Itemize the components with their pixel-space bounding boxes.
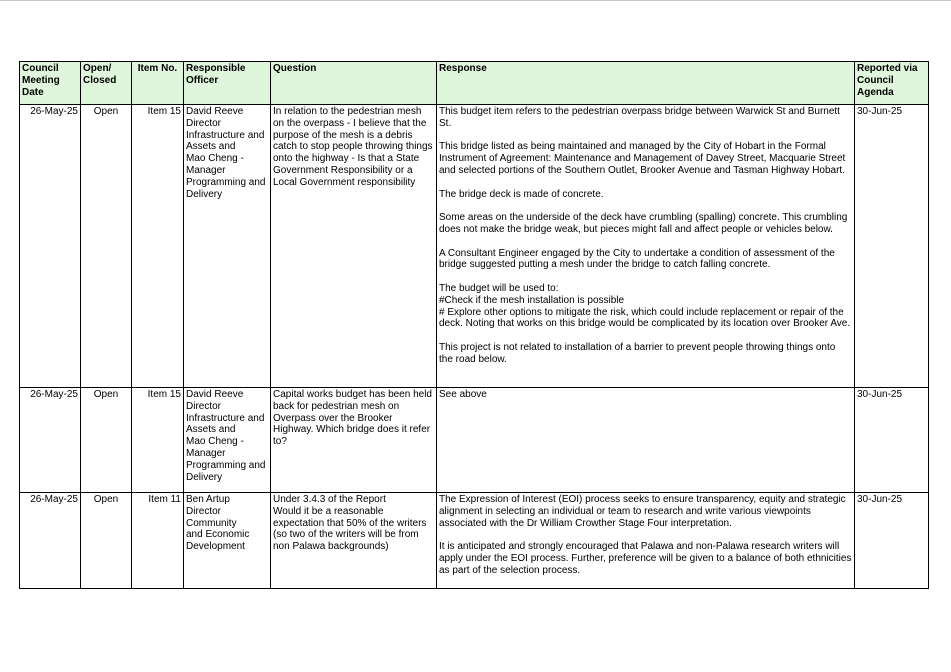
response-paragraph: The Expression of Interest (EOI) process seeks to ensure transparency, equity and strategic alignment in selecting an individual or team to research and write various viewpoints associated with the Dr William Crowther Stage Four interpretation. [439,494,846,529]
table-header-row [20,62,929,105]
response-paragraph: Some areas on the underside of the deck have crumbling (spalling) concrete. This crumbling does not make the bridge weak, but pieces might fall and affect people or vehicles below. [439,212,848,235]
reported-date-cell: 30-Jun-25 [855,105,929,388]
response-cell [437,388,855,493]
header-council-meeting-date: Council Meeting Date [20,62,81,105]
header-open-closed: Open/ Closed [81,62,132,105]
question-cell: In relation to the pedestrian mesh on the overpass - I believe that the purpose of the mesh is a debris catch to stop people throwing things onto the highway - Is that a State Government Responsibility or a Local Government responsibility [271,105,437,388]
response-paragraph: The budget will be used to: #Check if the mesh installation is possible # Explore other options to mitigate the risk, which could include replacement or repair of the deck. Noting that works on this bridge would be complicated by its location over Brooker Ave. [439,282,851,330]
response-paragraph: This budget item refers to the pedestrian overpass bridge between Warwick St and Burnett St. [439,106,840,129]
table-row [20,388,929,493]
response-paragraph: It is anticipated and strongly encouraged that Palawa and non-Palawa research writers will apply under the EOI process. Further, preference will be given to a balance of both ethnicities as part of the selection process. [439,541,852,576]
response-paragraph: This bridge listed as being maintained and managed by the City of Hobart in the Formal Instrument of Agreement: Maintenance and Management of Davey Street, Macquarie Street and selected portions of the Southern Outlet, Brooker Avenue and Tasman Highway Hobart. [439,141,846,176]
response-paragraph: See above [439,389,487,400]
status-cell: Open [81,388,132,493]
page-top-rule [0,0,951,1]
item-no-cell: Item 15 [132,388,184,493]
response-cell [437,493,855,589]
table-row [20,105,929,388]
header-question: Question [271,62,437,105]
response-paragraph: The bridge deck is made of concrete. [439,188,604,200]
header-response: Response [437,62,855,105]
reported-date-cell: 30-Jun-25 [855,493,929,589]
meeting-date-cell: 26-May-25 [20,493,81,589]
response-paragraph: This project is not related to installation of a barrier to prevent people throwing things onto the road below. [439,341,836,365]
item-no-cell: Item 15 [132,105,184,388]
response-paragraph: A Consultant Engineer engaged by the City to undertake a condition of assessment of the bridge suggested putting a mesh under the bridge to catch falling concrete. [439,247,835,271]
question-cell: Under 3.4.3 of the Report Would it be a reasonable expectation that 50% of the writers (so two of the writers will be from non Palawa backgrounds) [271,493,437,589]
responsible-officer-cell: David Reeve Director Infrastructure and Assets and Mao Cheng - Manager Programming and Delivery [184,388,271,493]
meeting-date-cell: 26-May-25 [20,388,81,493]
response-cell [437,105,855,388]
header-reported-via-council-agenda: Reported via Council Agenda [855,62,929,105]
question-cell: Capital works budget has been held back for pedestrian mesh on Overpass over the Brooker Highway. Which bridge does it refer to? [271,388,437,493]
header-item-no: Item No. [132,62,184,105]
responsible-officer-cell: David Reeve Director Infrastructure and Assets and Mao Cheng - Manager Programming and Delivery [184,105,271,388]
table-row [20,493,929,589]
reported-date-cell: 30-Jun-25 [855,388,929,493]
meeting-date-cell: 26-May-25 [20,105,81,388]
responsible-officer-cell: Ben Artup Director Community and Economic Development [184,493,271,589]
status-cell: Open [81,105,132,388]
questions-table [19,61,929,589]
status-cell: Open [81,493,132,589]
header-responsible-officer: Responsible Officer [184,62,271,105]
item-no-cell: Item 11 [132,493,184,589]
